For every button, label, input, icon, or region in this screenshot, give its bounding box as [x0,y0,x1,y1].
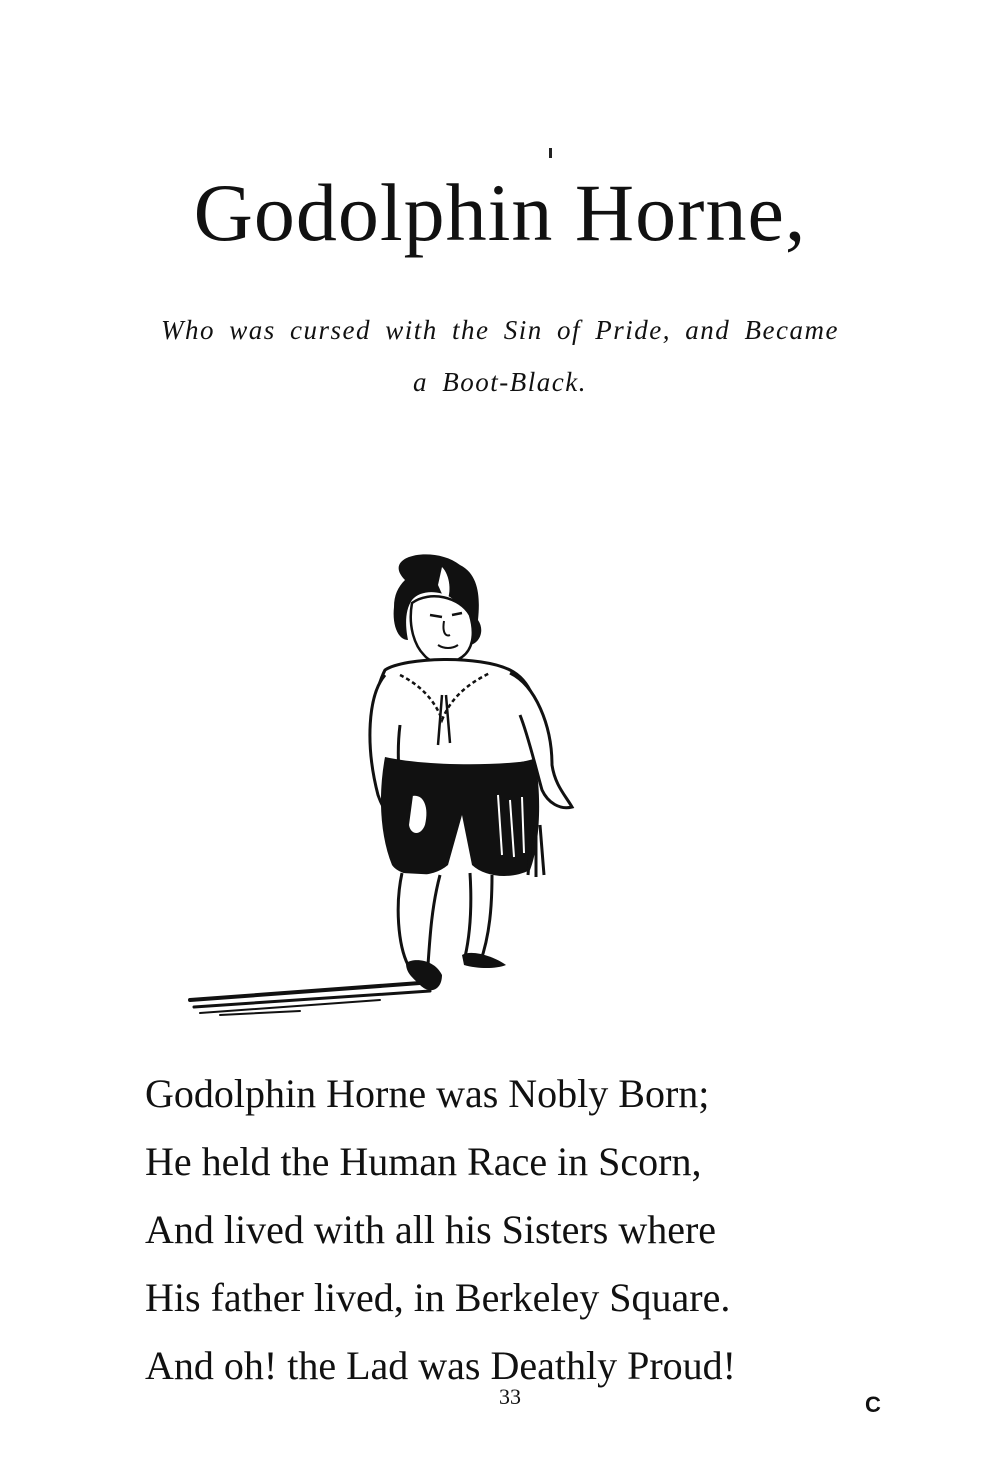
poem-verse [145,1060,905,1400]
subtitle-line-2: a Boot-Black. [413,367,587,397]
signature-mark: C [865,1392,881,1417]
page-number: 33 [499,1384,521,1409]
subtitle-line-1: Who was cursed with the Sin of Pride, and Became [161,315,839,345]
poem-title: Godolphin Horne, [193,167,807,258]
print-speck [549,148,552,158]
boy-figure-illustration [180,545,600,1025]
verse-line-1: Godolphin Horne was Nobly Born; [145,1071,710,1116]
verse-line-5: And oh! the Lad was Deathly Proud! [145,1343,736,1388]
poem-subtitle [110,304,890,408]
verse-line-2: He held the Human Race in Scorn, [145,1139,702,1184]
verse-line-4: His father lived, in Berkeley Square. [145,1275,731,1320]
verse-line-3: And lived with all his Sisters where [145,1207,717,1252]
